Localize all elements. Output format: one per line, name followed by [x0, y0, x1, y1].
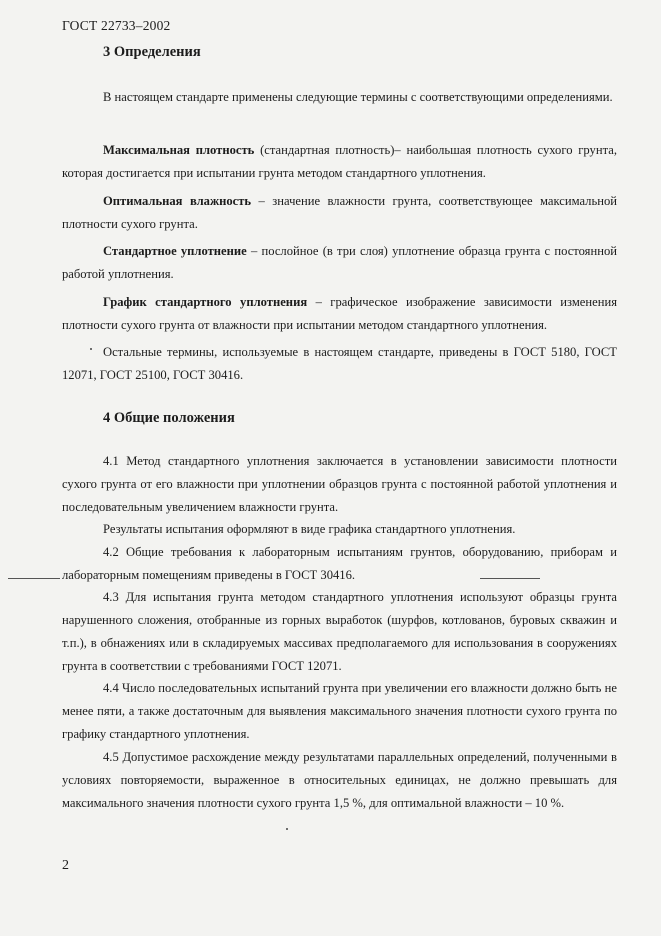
paragraph-text: 4.5 Допустимое расхождение между результатами параллельных определений, полученными в условиях повторяемости, выраженное в относительных единицах, не должно превышать для максимального значения плотности сухого грунта 1,5 %, для оптимальной влажности – 10 %.: [62, 750, 617, 810]
paragraph-4-1: [62, 450, 617, 519]
term-max-density: [62, 139, 617, 185]
section-3-intro: [62, 86, 617, 109]
term-definition: – графическое изображение зависимости изменения плотности сухого грунта от влажности при испытании методом стандартного уплотнения.: [62, 295, 617, 332]
other-terms: [62, 341, 617, 387]
paragraph-4-5: [62, 746, 617, 815]
page-number: 2: [62, 858, 69, 873]
section-3-heading: 3 Определения: [103, 44, 201, 60]
term-name: График стандартного уплотнения: [103, 295, 308, 309]
term-compaction-graph: [62, 291, 617, 337]
scan-speck: [90, 348, 92, 350]
paragraph-text: 4.2 Общие требования к лабораторным испытаниям грунтов, оборудованию, приборам и лабораторным помещениям приведены в ГОСТ 30416.: [62, 545, 617, 582]
scan-artifact-line-right: [480, 578, 540, 579]
term-optimal-moisture: [62, 190, 617, 236]
document-header: ГОСТ 22733–2002: [62, 18, 171, 33]
paragraph-4-4: [62, 677, 617, 746]
paragraph-text: 4.3 Для испытания грунта методом стандартного уплотнения используют образцы грунта нарушенного сложения, отобранные из горных выработок (шурфов, котлованов, буровых скважин и т.п.), в обнажениях или в складируемых массивах предполагаемого для использования в сооружениях грунта в соответствии с требованиями ГОСТ 12071.: [62, 590, 617, 673]
paragraph-text: Результаты испытания оформляют в виде графика стандартного уплотнения.: [103, 522, 516, 536]
term-standard-compaction: [62, 240, 617, 286]
other-terms-text: Остальные термины, используемые в настоящем стандарте, приведены в ГОСТ 5180, ГОСТ 12071, ГОСТ 25100, ГОСТ 30416.: [62, 345, 617, 382]
section-4-heading: 4 Общие положения: [103, 410, 235, 426]
term-name: Максимальная плотность: [103, 143, 255, 157]
term-name: Стандартное уплотнение: [103, 244, 247, 258]
term-definition: – послойное (в три слоя) уплотнение образца грунта с постоянной работой уплотнения.: [62, 244, 617, 281]
term-definition: – значение влажности грунта, соответствующее максимальной плотности сухого грунта.: [62, 194, 617, 231]
scan-speck: [286, 828, 288, 830]
term-name: Оптимальная влажность: [103, 194, 252, 208]
paragraph-text: 4.1 Метод стандартного уплотнения заключается в установлении зависимости плотности сухого грунта от его влажности при уплотнении образцов грунта с постоянной работой уплотнения и последовательным увеличением влажности грунта.: [62, 454, 617, 514]
term-definition: (стандартная плотность)– наибольшая плотность сухого грунта, которая достигается при испытании грунта методом стандартного уплотнения.: [62, 143, 617, 180]
paragraph-4-3: [62, 586, 617, 678]
intro-text: В настоящем стандарте применены следующие термины с соответствующими определениями.: [103, 90, 613, 104]
scan-artifact-line-left: [8, 578, 60, 579]
paragraph-4-1-results: [62, 518, 617, 541]
paragraph-4-2: [62, 541, 617, 587]
paragraph-text: 4.4 Число последовательных испытаний грунта при увеличении его влажности должно быть не менее пяти, а также достаточным для выявления максимального значения плотности сухого грунта по графику стандартного уплотнения.: [62, 681, 617, 741]
